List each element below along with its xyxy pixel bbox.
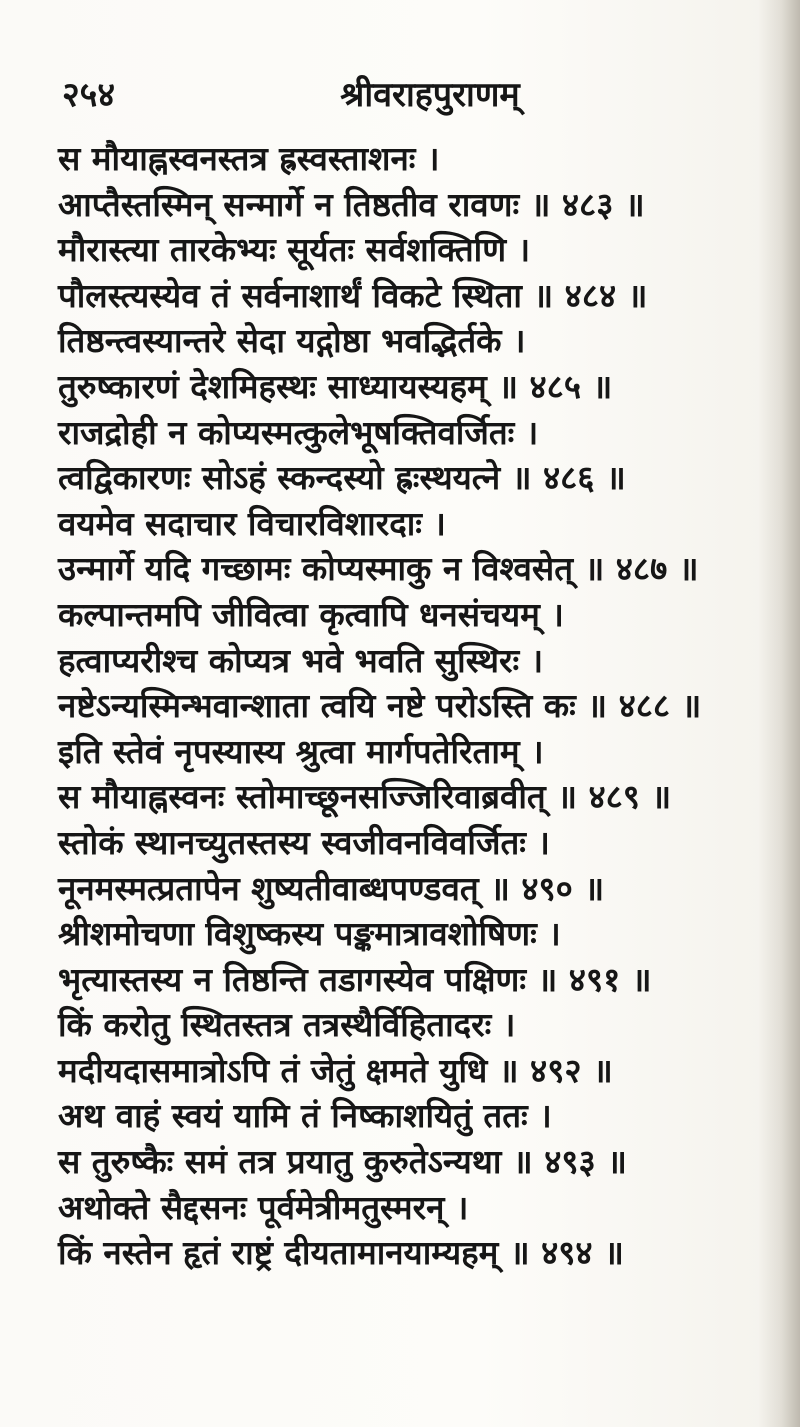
verse-line: कल्पान्तमपि जीवित्वा कृत्वापि धनसंचयम् । <box>58 594 564 634</box>
running-title: श्रीवराहपुराणम् <box>340 75 520 115</box>
verse-line: तिष्ठन्त्वस्यान्तरे सेदा यद्गोष्ठा भवद्भिर्तके । <box>58 321 526 361</box>
verse-line: स मौयाह्नस्वनस्तत्र ह्रस्वस्ताशनः । <box>58 139 440 178</box>
verse-line: अथ वाहं स्वयं यामि तं निष्काशयितुं ततः । <box>58 1096 552 1136</box>
verse-line: तुरुष्कारणं देशमिहस्थः साध्यायस्यहम् ॥ ४८५ ॥ <box>58 366 613 406</box>
verse-line: वयमेव सदाचार विचारविशारदाः । <box>58 503 446 543</box>
verse-line: श्रीशमोचणा विशुष्कस्य पङ्कमात्रावशोषिणः । <box>58 914 561 954</box>
verse-block <box>58 136 768 1276</box>
verse-line: आप्तैस्तस्मिन् सन्मार्गे न तिष्ठतीव रावणः ॥ ४८३ ॥ <box>58 184 645 224</box>
verse-line: स तुरुष्कैः समं तत्र प्रयातु कुरुतेऽन्यथा ॥ ४९३ ॥ <box>58 1142 627 1182</box>
verse-line: मदीयदासमात्रोऽपि तं जेतुं क्षमते युधि ॥ ४९२ ॥ <box>58 1050 613 1090</box>
verse-line: स्तोकं स्थानच्युतस्तस्य स्वजीवनविवर्जितः । <box>58 822 550 862</box>
verse-line: हत्वाप्यरीश्च कोप्यत्र भवे भवति सुस्थिरः । <box>58 640 544 680</box>
verse-line: अथोक्ते सैद्दसनः पूर्वमेत्रीमतुस्मरन् । <box>58 1187 469 1227</box>
verse-line: नूनमस्मत्प्रतापेन शुष्यतीवाब्धपण्डवत् ॥ ४९० ॥ <box>58 868 605 908</box>
page-header <box>0 70 800 130</box>
page-number: २५४ <box>62 75 116 115</box>
verse-line: नष्टेऽन्यस्मिन्भवान्शाता त्वयि नष्टे परोऽस्ति कः ॥ ४८८ ॥ <box>58 686 702 726</box>
verse-line: इति स्तेवं नृपस्यास्य श्रुत्वा मार्गपतेरिताम् । <box>58 731 544 771</box>
verse-line: पौलस्त्यस्येव तं सर्वनाशार्थं विकटे स्थिता ॥ ४८४ ॥ <box>58 275 648 315</box>
verse-line: किं करोतु स्थितस्तत्र तत्रस्थैर्विहितादरः । <box>58 1005 516 1045</box>
verse-line: राजद्रोही न कोप्यस्मत्कुलेभूषक्तिवर्जितः । <box>58 412 539 452</box>
verse-line: त्वद्विकारणः सोऽहं स्कन्दस्यो ह्रःस्थयत्ने ॥ ४८६ ॥ <box>58 458 626 498</box>
verse-line: उन्मार्गे यदि गच्छामः कोप्यस्माकु न विश्वसेत् ॥ ४८७ ॥ <box>58 549 699 589</box>
verse-line: मौरास्त्या तारकेभ्यः सूर्यतः सर्वशक्तिणि । <box>58 230 531 270</box>
verse-line: भृत्यास्तस्य न तिष्ठन्ति तडागस्येव पक्षिणः ॥ ४९१ ॥ <box>58 959 652 999</box>
verse-line: किं नस्तेन हृतं राष्ट्रं दीयतामानयाम्यहम् ॥ ४९४ ॥ <box>58 1233 624 1273</box>
verse-line: स मौयाह्नस्वनः स्तोमाच्छूनसज्जिरिवाब्रवीत् ॥ ४८९ ॥ <box>58 777 672 817</box>
